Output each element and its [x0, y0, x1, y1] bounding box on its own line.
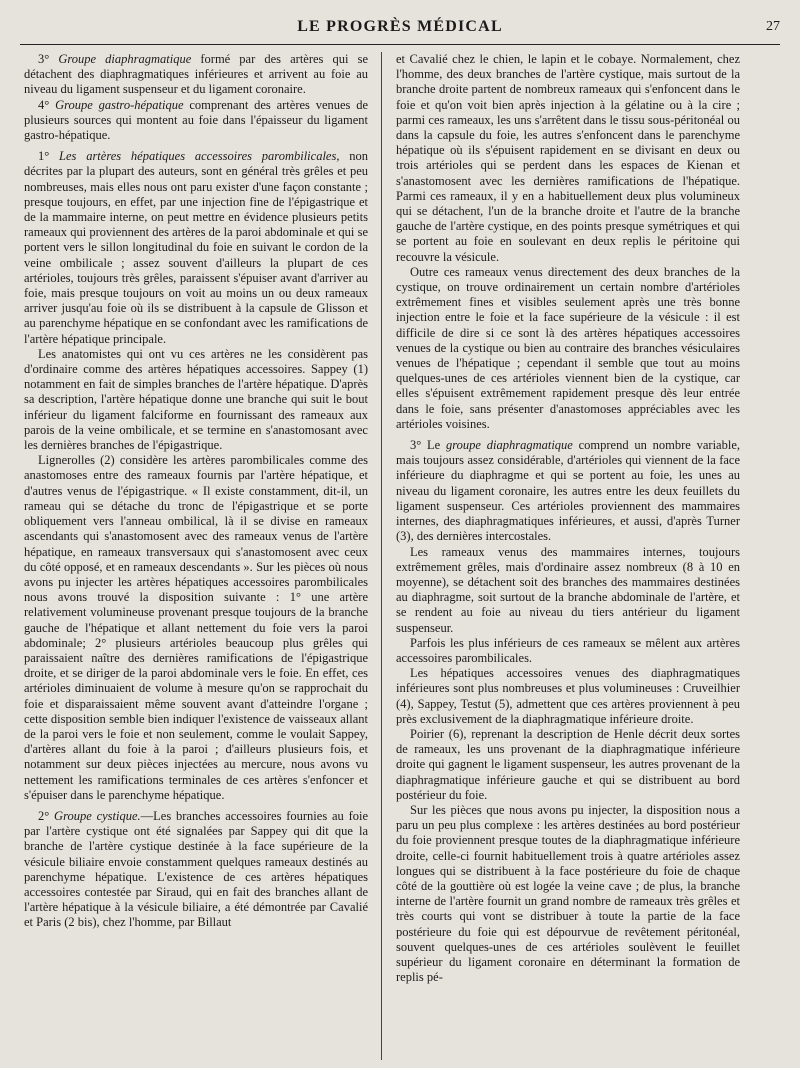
paragraph: Lignerolles (2) considère les artères parombilicales comme des anastomoses entre des rameaux fournis par l'artère hépatique, et d'autres venus de l'épigastrique. « Il existe constamment, dit-il, un rameau qui se détache du tronc de l'épigastrique et se porte obliquement vers l'anneau ombilical, là il se divise en rameaux ascendants qui s'anastomosent avec des rameaux venus de l'artère hépatique, en rameaux transversaux qui s'anastomosent avec ceux du côté opposé, et en rameaux descendants ». Sur les pièces où nous avons pu injecter les artères hépatiques accessoires parombilicales nous avons trouvé la disposition suivante : 1° une artère relativement volumineuse provenant presque toujours de la branche gauche de l'hépatique et allant nettement du foie vers la paroi abdominale; 2° plusieurs artérioles beaucoup plus grêles qui paraissaient naître des dernières ramifications de l'épigastrique droite, et se diriger de la paroi abdominale vers le foie. En effet, ces artérioles diminuaient de volume à mesure qu'on se rapprochait du foie et disparaissaient même souvent avant d'atteindre l'organe ; cette disposition semble bien indiquer l'existence de vaisseaux allant de la paroi vers le foie et non seulement, comme le voulait Sappey, d'artères allant du foie à la paroi ; d'ailleurs plusieurs fois, et notamment sur deux pièces injectées au mercure, nous avons vu nettement les ramifications terminales de ces artères s'enfoncer et s'épuiser dans le parenchyme hépatique.	[24, 453, 368, 802]
left-column	[24, 52, 368, 931]
page-number: 27	[766, 19, 780, 34]
paragraph: Les rameaux venus des mammaires internes, toujours extrêmement grêles, mais d'ordinaire assez nombreux (8 à 10 en moyenne), se détachent soit des branches des mammaires destinées au diaphragme, soit surtout de la branche abdominale de l'artère, et se rendent au foie au niveau du tiers antérieur du ligament suspenseur.	[396, 544, 740, 635]
paragraph: 1° Les artères hépatiques accessoires parombilicales, non décrites par la plupart des auteurs, sont en général très grêles et peu nombreuses, mais elles nous ont paru exister d'une façon constante ; presque toujours, en effet, par une injection fine de l'épigastrique et de la mammaire interne, on peut mettre en évidence plusieurs petits rameaux qui proviennent des artères de la paroi abdominale et qui se portent vers le sillon longitudinal du foie en suivant le cordon de la veine ombilicale ; assez souvent d'ailleurs la plupart de ces artérioles, toujours très grêles, paraissent s'épuiser avant d'arriver au foie, mais presque toujours on voit au moins un ou deux rameaux arriver jusqu'au foie où ils se distribuent à la capsule de Glisson et au parenchyme hépatique en se confondant avec les ramifications de l'artère hépatique principale.	[24, 149, 369, 346]
running-title: LE PROGRÈS MÉDICAL	[297, 18, 503, 35]
column-divider	[381, 52, 382, 1060]
paragraph: Sur les pièces que nous avons pu injecter, la disposition nous a paru un peu plus complexe : les artères destinées au bord postérieur du foie proviennent presque toutes de la diaphragmatique inférieure droite, celle-ci fournit habituellement trois à quatre artérioles assez longues qui se distribuent à la face postérieure du foie de chaque côté de la gouttière où est logée la veine cave ; de plus, la branche interne de l'artère fournit un grand nombre de rameaux très grêles et très courts qui vont se distribuer à toute la partie de la face postérieure du foie qui est dépourvue de revêtement péritonéal, souvent quelques-unes de ces artérioles soulèvent le feuillet supérieur du ligament coronaire en déterminant la formation de replis pé-	[396, 802, 740, 985]
paragraph: Parfois les plus inférieurs de ces rameaux se mêlent aux artères accessoires parombilicales.	[396, 635, 740, 665]
paragraph: 3° Le groupe diaphragmatique comprend un nombre variable, mais toujours assez considérable, d'artérioles qui viennent de la face inférieure du diaphragme et qui se portent au foie, les unes au niveau du ligament coronaire, les autres entre les deux feuillets du ligament suspenseur. Ces artérioles proviennent des mammaires internes, des diaphragmatiques inférieures, et aussi, d'après Turner (3), des dernières intercostales.	[396, 438, 741, 544]
paragraph: Poirier (6), reprenant la description de Henle décrit deux sortes de rameaux, les uns provenant de la diaphragmatique inférieure droite qui gagnent le ligament suspenseur, les autres provenant de la diaphragmatique inférieure gauche et qui se distribuent au bord postérieur du foie.	[396, 726, 740, 802]
paragraph: 4° Groupe gastro-hépatique comprenant des artères venues de plusieurs sources qui montent au foie dans l'épaisseur du ligament gastro-hépatique.	[24, 97, 369, 143]
paragraph: Les anatomistes qui ont vu ces artères ne les considèrent pas d'ordinaire comme des artères hépatiques accessoires. Sappey (1) notamment en fait de simples branches de l'artère hépatique. D'après sa description, l'artère hépatique donne une branche qui suit le bout inférieur du ligament falciforme en fournissant des rameaux aux parois de la veine ombilicale, et se termine en s'anastomosant avec les dernières branches de l'épigastrique.	[24, 346, 368, 453]
page-header	[20, 14, 780, 45]
paragraph: et Cavalié chez le chien, le lapin et le cobaye. Normalement, chez l'homme, des deux branches de l'artère cystique, mais surtout de la branche droite partent de nombreux rameaux qui s'enfoncent dans le foie et qu'on voit bien après injection à la gélatine ou à la cire ; parmi ces rameaux, les uns s'arrêtent dans le tissu sous-péritonéal ou dans la capsule du foie, les autres s'enfoncent dans le parenchyme hépatique où ils s'épuisent rapidement en se divisant en deux ou trois artérioles qui se perdent dans les espaces de Kienan et s'anastomosent avec les dernières ramifications de l'hépatique. Parmi ces rameaux, il y en a habituellement deux plus volumineux qui se détachent, l'un de la branche droite et l'autre de la branche gauche de l'artère cystique, en des points presque symétriques et qui se portent au foie en soulevant en deux replis le péritoine qui recouvre la vésicule.	[396, 52, 740, 264]
paragraph: Les hépatiques accessoires venues des diaphragmatiques inférieures sont plus nombreuses et plus volumineuses : Cruveilhier (4), Sappey, Testut (5), admettent que ces artères proviennent à peu près exclusivement de la diaphragmatique inférieure droite.	[396, 666, 740, 726]
paragraph: Outre ces rameaux venus directement des deux branches de la cystique, on trouve ordinairement un certain nombre d'artérioles extrêmement fines et visibles seulement après une très bonne injection entre le foie et la face supérieure de la vésicule : il est difficile de dire si ce sont là des artères hépatiques accessoires venues de la cystique ou bien au contraire des branches vésiculaires venues de l'hépatique ; cependant il semble que tout au moins quelques-unes de ces artérioles viennent bien de la cystique, car elles s'épuisent extrêmement rapidement presque dès leur entrée dans le foie, sans présenter d'anastomoses appréciables avec les artérioles voisines.	[396, 264, 740, 431]
paragraph: 2° Groupe cystique.—Les branches accessoires fournies au foie par l'artère cystique ont été signalées par Sappey qui dit que la branche de l'artère cystique destinée à la face supérieure de la vésicule biliaire envoie constamment quelques rameaux destinés au parenchyme hépatique. L'existence de ces artères hépatiques accessoires contestée par Siraud, qui en fait des branches allant de l'artère hépatique à la vésicule biliaire, a été démontrée par Cavalié et Paris (2 bis), chez l'homme, par Billaut	[24, 808, 368, 930]
paragraph: 3° Groupe diaphragmatique formé par des artères qui se détachent des diaphragmatiques inférieures et arrivent au foie au niveau du ligament suspenseur et du ligament coronaire.	[24, 52, 368, 97]
right-column	[396, 52, 740, 985]
